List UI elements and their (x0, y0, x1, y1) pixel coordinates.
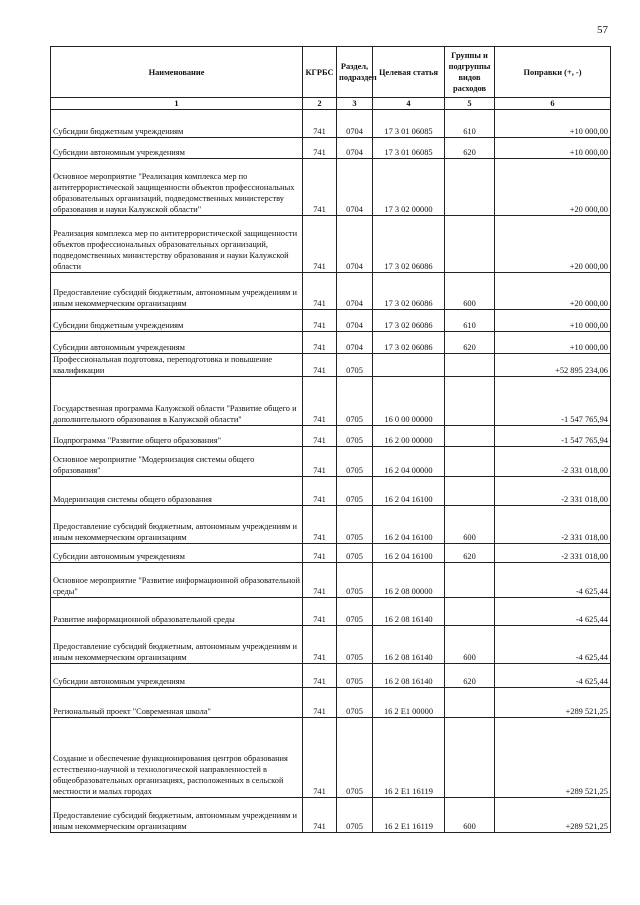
row-kgrbs-cell: 741 (303, 477, 337, 506)
row-amount-cell: -4 625,44 (495, 598, 611, 626)
row-section-cell: 0705 (337, 477, 373, 506)
row-amount-cell: -4 625,44 (495, 626, 611, 664)
row-group-cell: 610 (445, 110, 495, 138)
column-number: 6 (495, 98, 611, 110)
row-kgrbs-cell: 741 (303, 718, 337, 798)
row-amount-cell: +20 000,00 (495, 273, 611, 310)
row-section-cell: 0705 (337, 598, 373, 626)
row-name-cell: Развитие информационной образовательной среды (51, 598, 303, 626)
row-article-cell: 16 0 00 00000 (373, 377, 445, 426)
row-name-cell: Основное мероприятие "Развитие информационной образовательной среды" (51, 563, 303, 598)
row-article-cell: 17 3 01 06085 (373, 138, 445, 159)
row-group-cell (445, 354, 495, 377)
table-row (51, 310, 611, 332)
row-article-cell: 17 3 02 06086 (373, 273, 445, 310)
row-kgrbs-cell: 741 (303, 563, 337, 598)
row-amount-cell: -2 331 018,00 (495, 544, 611, 563)
row-article-cell: 16 2 08 16140 (373, 626, 445, 664)
row-name-cell: Предоставление субсидий бюджетным, автономным учреждениям и иным некоммерческим организациям (51, 798, 303, 833)
row-group-cell (445, 159, 495, 216)
row-group-cell (445, 718, 495, 798)
row-article-cell: 17 3 02 06086 (373, 332, 445, 354)
table-row (51, 664, 611, 688)
row-group-cell: 620 (445, 332, 495, 354)
row-group-cell (445, 563, 495, 598)
header-article: Целевая статья (373, 47, 445, 98)
column-number: 2 (303, 98, 337, 110)
row-article-cell: 17 3 02 06086 (373, 216, 445, 273)
row-article-cell: 16 2 08 16140 (373, 664, 445, 688)
row-group-cell (445, 377, 495, 426)
row-kgrbs-cell: 741 (303, 354, 337, 377)
table-header-row (51, 47, 611, 98)
row-article-cell: 17 3 02 06086 (373, 310, 445, 332)
row-section-cell: 0704 (337, 273, 373, 310)
row-kgrbs-cell: 741 (303, 110, 337, 138)
row-group-cell (445, 598, 495, 626)
table-row (51, 477, 611, 506)
table-row (51, 332, 611, 354)
header-kgrbs: КГРБС (303, 47, 337, 98)
row-name-cell: Субсидии автономным учреждениям (51, 544, 303, 563)
row-amount-cell: +10 000,00 (495, 332, 611, 354)
row-kgrbs-cell: 741 (303, 544, 337, 563)
row-section-cell: 0705 (337, 447, 373, 477)
row-name-cell: Государственная программа Калужской области "Развитие общего и дополнительного образования в Калужской области" (51, 377, 303, 426)
row-kgrbs-cell: 741 (303, 506, 337, 544)
table-row (51, 216, 611, 273)
row-section-cell: 0705 (337, 544, 373, 563)
column-number: 5 (445, 98, 495, 110)
row-amount-cell: +20 000,00 (495, 216, 611, 273)
row-name-cell: Субсидии автономным учреждениям (51, 664, 303, 688)
table-row (51, 798, 611, 833)
row-article-cell: 17 3 02 00000 (373, 159, 445, 216)
row-kgrbs-cell: 741 (303, 598, 337, 626)
row-article-cell: 16 2 04 00000 (373, 447, 445, 477)
row-section-cell: 0704 (337, 332, 373, 354)
row-name-cell: Субсидии автономным учреждениям (51, 332, 303, 354)
row-amount-cell: -4 625,44 (495, 664, 611, 688)
row-kgrbs-cell: 741 (303, 273, 337, 310)
row-section-cell: 0705 (337, 563, 373, 598)
row-amount-cell: +10 000,00 (495, 138, 611, 159)
row-group-cell (445, 426, 495, 447)
row-amount-cell: -1 547 765,94 (495, 426, 611, 447)
page-number: 57 (597, 24, 608, 36)
row-kgrbs-cell: 741 (303, 332, 337, 354)
row-article-cell: 16 2 08 00000 (373, 563, 445, 598)
row-kgrbs-cell: 741 (303, 626, 337, 664)
header-amendments: Поправки (+, -) (495, 47, 611, 98)
row-article-cell: 16 2 E1 00000 (373, 688, 445, 718)
row-group-cell: 610 (445, 310, 495, 332)
header-section: Раздел, подраздел (337, 47, 373, 98)
row-name-cell: Реализация комплекса мер по антитеррористической защищенности объектов профессиональных образовательных организаций, подведомственных министерству образования и науки Калужской области (51, 216, 303, 273)
table-row (51, 598, 611, 626)
column-number: 4 (373, 98, 445, 110)
table-row (51, 563, 611, 598)
table-row (51, 544, 611, 563)
row-article-cell: 16 2 04 16100 (373, 477, 445, 506)
row-kgrbs-cell: 741 (303, 377, 337, 426)
header-name: Наименование (51, 47, 303, 98)
row-amount-cell: +289 521,25 (495, 688, 611, 718)
row-group-cell (445, 688, 495, 718)
table-row (51, 377, 611, 426)
row-name-cell: Профессиональная подготовка, переподготовка и повышение квалификации (51, 354, 303, 377)
row-article-cell: 16 2 04 16100 (373, 544, 445, 563)
row-amount-cell: -2 331 018,00 (495, 447, 611, 477)
row-group-cell: 620 (445, 664, 495, 688)
row-group-cell (445, 447, 495, 477)
row-group-cell: 620 (445, 138, 495, 159)
table-row (51, 447, 611, 477)
row-section-cell: 0704 (337, 310, 373, 332)
row-name-cell: Субсидии автономным учреждениям (51, 138, 303, 159)
row-kgrbs-cell: 741 (303, 310, 337, 332)
row-name-cell: Подпрограмма "Развитие общего образования" (51, 426, 303, 447)
row-amount-cell: +52 895 234,06 (495, 354, 611, 377)
row-name-cell: Модернизация системы общего образования (51, 477, 303, 506)
row-article-cell: 17 3 01 06085 (373, 110, 445, 138)
table-row (51, 273, 611, 310)
table-body (51, 110, 611, 833)
row-section-cell: 0705 (337, 718, 373, 798)
row-amount-cell: +10 000,00 (495, 110, 611, 138)
row-name-cell: Предоставление субсидий бюджетным, автономным учреждениям и иным некоммерческим организациям (51, 506, 303, 544)
row-article-cell (373, 354, 445, 377)
row-amount-cell: +20 000,00 (495, 159, 611, 216)
column-number-row (51, 98, 611, 110)
table-row (51, 688, 611, 718)
row-group-cell: 600 (445, 273, 495, 310)
row-group-cell (445, 216, 495, 273)
row-kgrbs-cell: 741 (303, 798, 337, 833)
row-group-cell: 620 (445, 544, 495, 563)
row-amount-cell: -1 547 765,94 (495, 377, 611, 426)
table-row (51, 626, 611, 664)
row-name-cell: Предоставление субсидий бюджетным, автономным учреждениям и иным некоммерческим организациям (51, 273, 303, 310)
row-kgrbs-cell: 741 (303, 447, 337, 477)
row-group-cell: 600 (445, 506, 495, 544)
row-section-cell: 0704 (337, 110, 373, 138)
budget-amendments-table (50, 46, 611, 833)
row-article-cell: 16 2 00 00000 (373, 426, 445, 447)
row-name-cell: Создание и обеспечение функционирования центров образования естественно-научной и технологической направленностей в общеобразовательных организациях, расположенных в сельской местности и малых городах (51, 718, 303, 798)
row-amount-cell: +289 521,25 (495, 718, 611, 798)
row-section-cell: 0704 (337, 159, 373, 216)
row-section-cell: 0705 (337, 354, 373, 377)
row-section-cell: 0704 (337, 138, 373, 159)
row-article-cell: 16 2 E1 16119 (373, 798, 445, 833)
row-kgrbs-cell: 741 (303, 664, 337, 688)
header-groups: Группы и подгруппы видов расходов (445, 47, 495, 98)
row-section-cell: 0705 (337, 377, 373, 426)
table-row (51, 354, 611, 377)
row-name-cell: Субсидии бюджетным учреждениям (51, 110, 303, 138)
row-name-cell: Основное мероприятие "Реализация комплекса мер по антитеррористической защищенности объектов профессиональных образовательных организаций, подведомственных министерству образования и науки Калужской области" (51, 159, 303, 216)
row-article-cell: 16 2 E1 16119 (373, 718, 445, 798)
table-row (51, 718, 611, 798)
row-group-cell (445, 477, 495, 506)
row-group-cell: 600 (445, 798, 495, 833)
table-row (51, 138, 611, 159)
row-section-cell: 0705 (337, 688, 373, 718)
row-amount-cell: +10 000,00 (495, 310, 611, 332)
row-kgrbs-cell: 741 (303, 138, 337, 159)
row-amount-cell: -2 331 018,00 (495, 506, 611, 544)
row-kgrbs-cell: 741 (303, 159, 337, 216)
row-article-cell: 16 2 04 16100 (373, 506, 445, 544)
table-row (51, 110, 611, 138)
row-amount-cell: -4 625,44 (495, 563, 611, 598)
row-section-cell: 0705 (337, 798, 373, 833)
row-section-cell: 0705 (337, 506, 373, 544)
row-kgrbs-cell: 741 (303, 216, 337, 273)
row-name-cell: Региональный проект "Современная школа" (51, 688, 303, 718)
row-section-cell: 0705 (337, 426, 373, 447)
row-group-cell: 600 (445, 626, 495, 664)
row-section-cell: 0705 (337, 626, 373, 664)
row-name-cell: Предоставление субсидий бюджетным, автономным учреждениям и иным некоммерческим организациям (51, 626, 303, 664)
column-number: 1 (51, 98, 303, 110)
row-section-cell: 0705 (337, 664, 373, 688)
row-article-cell: 16 2 08 16140 (373, 598, 445, 626)
row-kgrbs-cell: 741 (303, 688, 337, 718)
row-name-cell: Основное мероприятие "Модернизация системы общего образования" (51, 447, 303, 477)
table-row (51, 426, 611, 447)
table-row (51, 159, 611, 216)
row-amount-cell: +289 521,25 (495, 798, 611, 833)
row-section-cell: 0704 (337, 216, 373, 273)
column-number: 3 (337, 98, 373, 110)
row-amount-cell: -2 331 018,00 (495, 477, 611, 506)
row-kgrbs-cell: 741 (303, 426, 337, 447)
row-name-cell: Субсидии бюджетным учреждениям (51, 310, 303, 332)
table-row (51, 506, 611, 544)
